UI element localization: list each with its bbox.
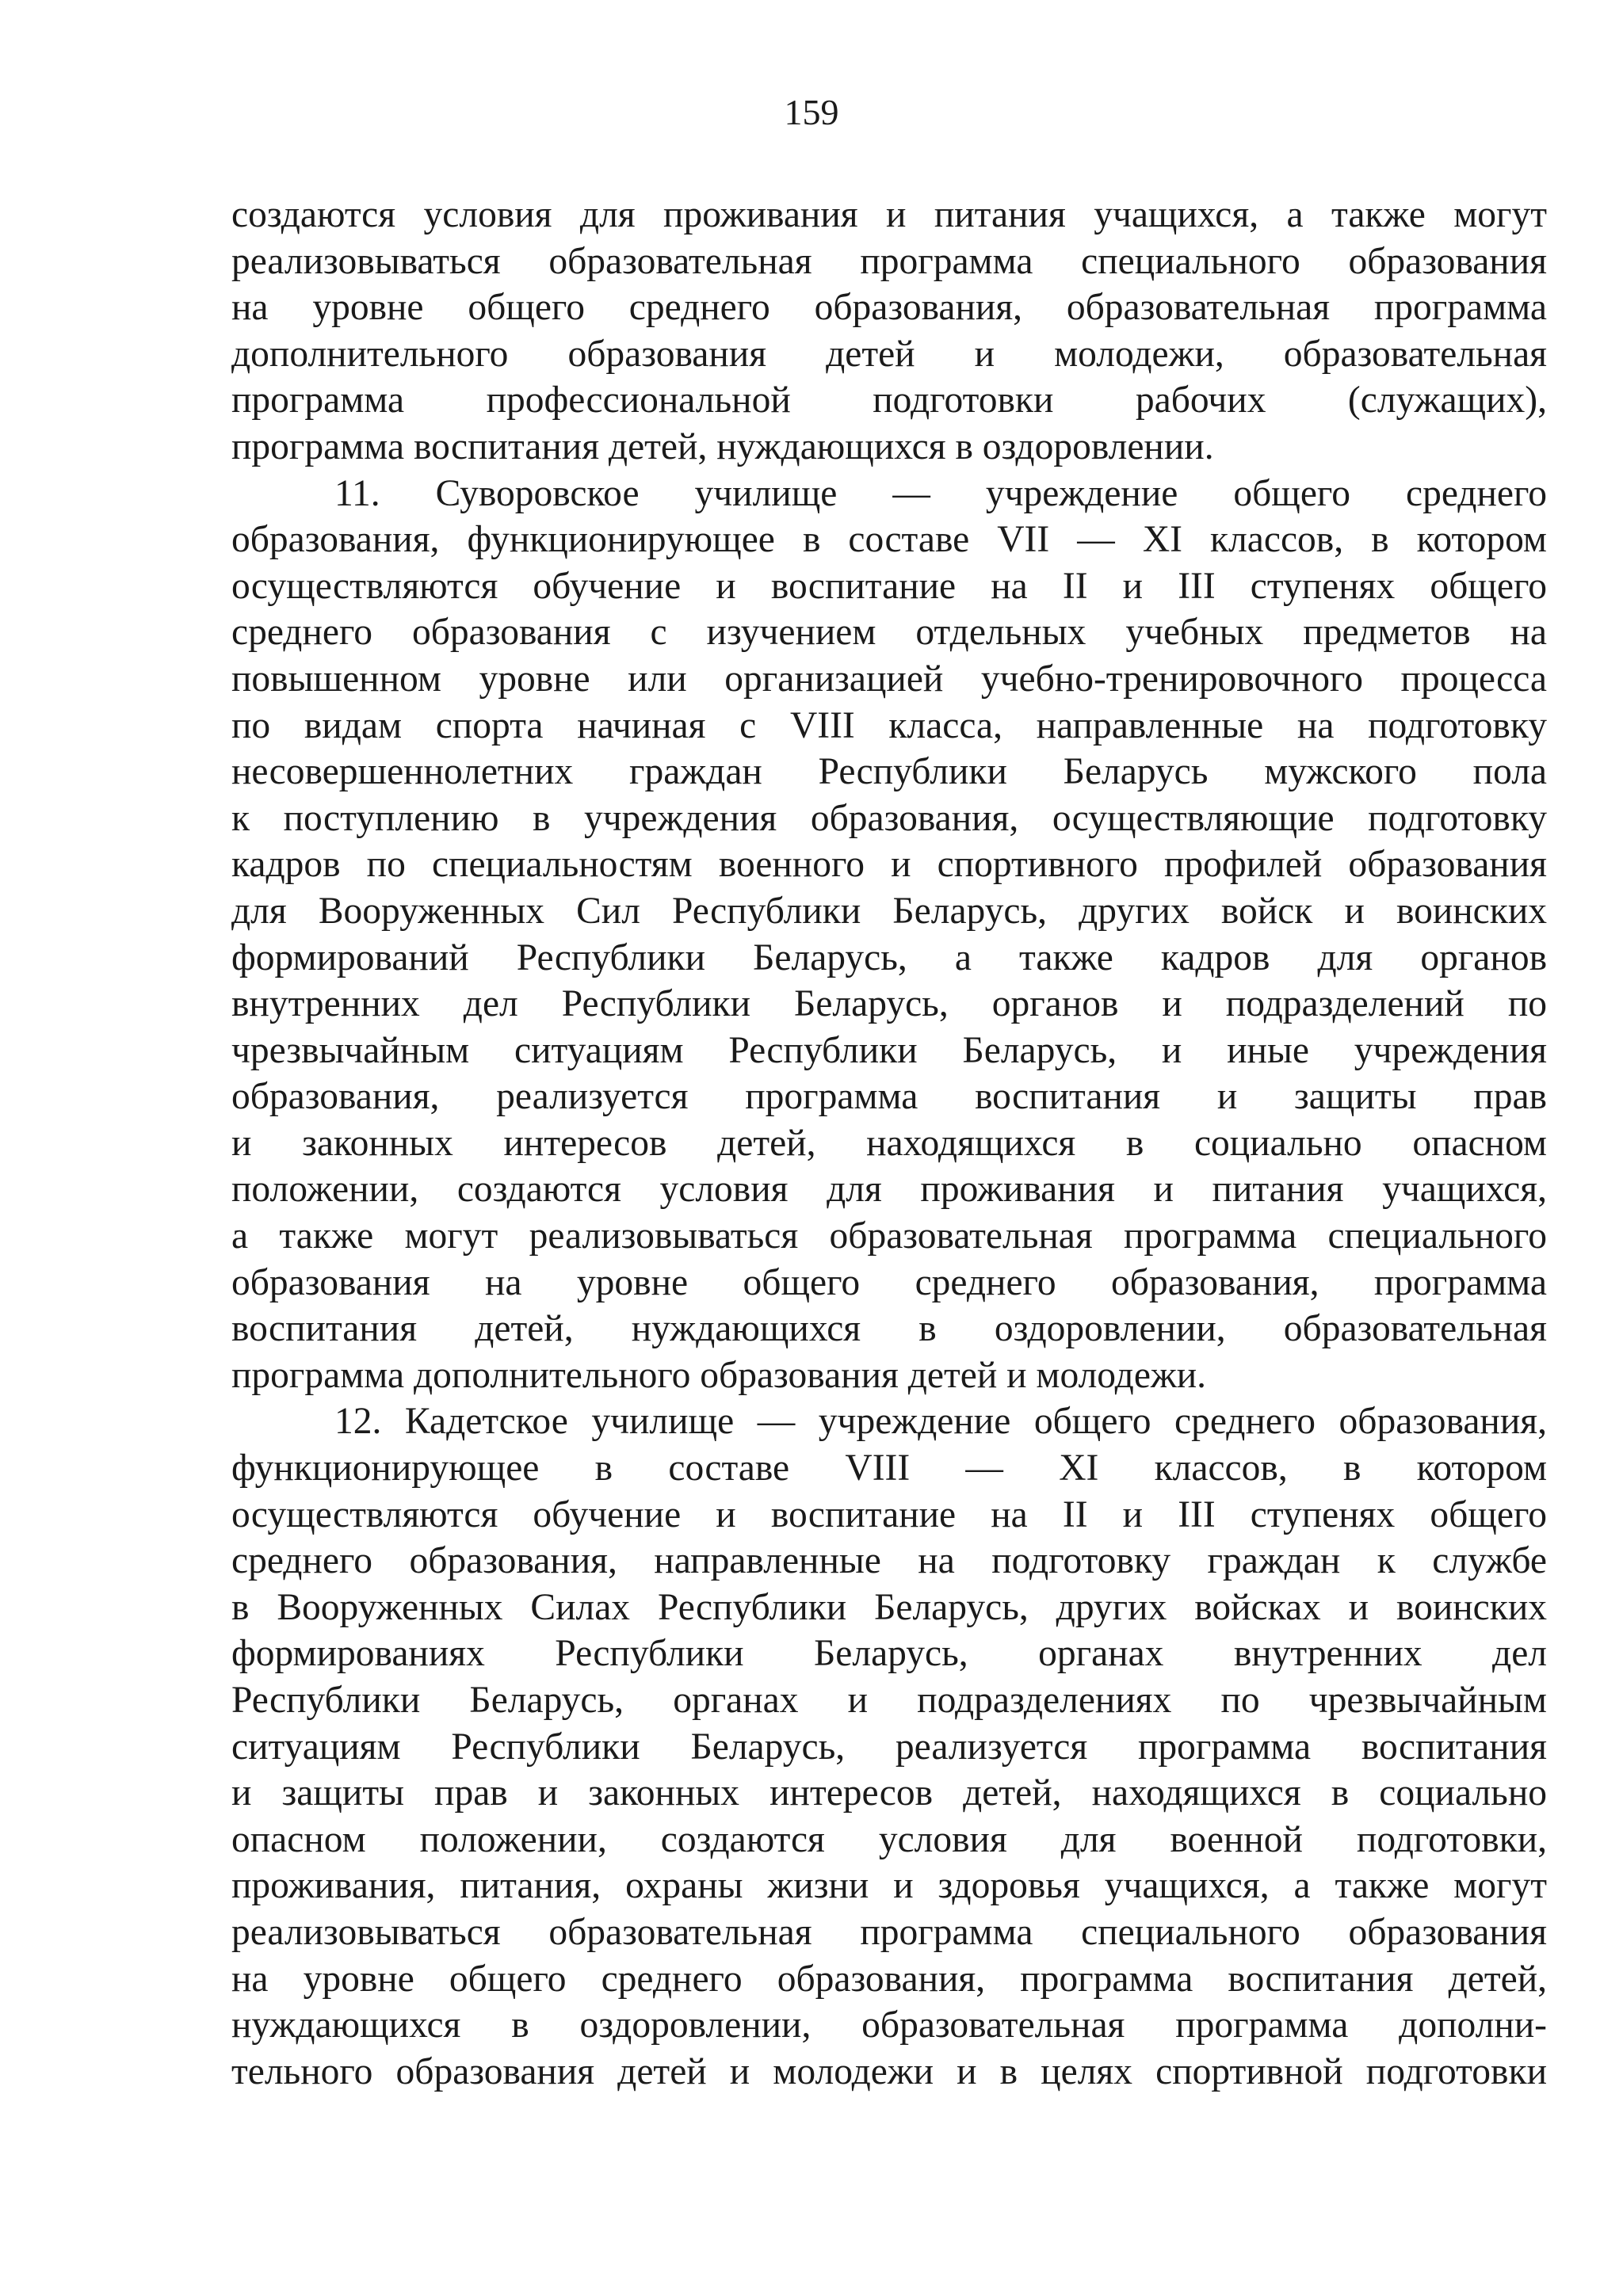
text-line: Республики Беларусь, органах и подразделениях по чрезвычайным: [231, 1680, 1547, 1721]
text-line: чрезвычайным ситуациям Республики Беларусь, и иные учреждения: [231, 1029, 1547, 1071]
text-line: дополнительного образования детей и молодежи, образовательная: [231, 333, 1547, 375]
text-line: а также могут реализовываться образовательная программа специального: [231, 1215, 1547, 1257]
text-line: и законных интересов детей, находящихся в социально опасном: [231, 1122, 1547, 1164]
text-line: формирований Республики Беларусь, а также кадров для органов: [231, 936, 1547, 978]
text-line: внутренних дел Республики Беларусь, органов и подразделений по: [231, 983, 1547, 1025]
text-line: 12. Кадетское училище — учреждение общего среднего образования,: [334, 1401, 1547, 1443]
text-line: осуществляются обучение и воспитание на II и III ступенях общего: [231, 565, 1547, 607]
text-line: повышенном уровне или организацией учебно-тренировочного процесса: [231, 658, 1547, 700]
text-line: функционирующее в составе VIII — XI классов, в котором: [231, 1447, 1547, 1489]
text-line: образования, функционирующее в составе VII — XI классов, в котором: [231, 519, 1547, 561]
text-line: кадров по специальностям военного и спортивного профилей образования: [231, 844, 1547, 886]
text-line: и защиты прав и законных интересов детей, находящихся в социально: [231, 1772, 1547, 1814]
paragraph-continuation: [231, 192, 1547, 471]
text-line: по видам спорта начиная с VIII класса, направленные на подготовку: [231, 704, 1547, 746]
text-line: образования, реализуется программа воспитания и защиты прав: [231, 1076, 1547, 1118]
text-line: реализовываться образовательная программа специального образования: [231, 240, 1547, 282]
text-line: нуждающихся в оздоровлении, образовательная программа дополни-: [231, 2004, 1547, 2046]
text-line: для Вооруженных Сил Республики Беларусь, других войск и воинских: [231, 890, 1547, 932]
text-line: тельного образования детей и молодежи и в целях спортивной подготовки: [231, 2050, 1547, 2092]
text-line: опасном положении, создаются условия для военной подготовки,: [231, 1818, 1547, 1860]
text-line: ситуациям Республики Беларусь, реализуется программа воспитания: [231, 1726, 1547, 1768]
text-line: осуществляются обучение и воспитание на II и III ступенях общего: [231, 1493, 1547, 1535]
text-line: проживания, питания, охраны жизни и здоровья учащихся, а также могут: [231, 1865, 1547, 1907]
paragraph-item-12: [231, 1398, 1547, 2095]
document-body: [231, 192, 1547, 2095]
text-line: на уровне общего среднего образования, образовательная программа: [231, 287, 1547, 329]
text-line: создаются условия для проживания и питания учащихся, а также могут: [231, 194, 1547, 235]
text-line: 11. Суворовское училище — учреждение общего среднего: [334, 472, 1547, 514]
text-line: к поступлению в учреждения образования, осуществляющие подготовку: [231, 797, 1547, 839]
text-line: положении, создаются условия для проживания и питания учащихся,: [231, 1169, 1547, 1211]
paragraph-item-11: [231, 471, 1547, 1399]
text-line: программа воспитания детей, нуждающихся в оздоровлении.: [231, 425, 1214, 467]
text-line: на уровне общего среднего образования, программа воспитания детей,: [231, 1958, 1547, 2000]
text-line: воспитания детей, нуждающихся в оздоровлении, образовательная: [231, 1308, 1547, 1350]
text-line: формированиях Республики Беларусь, органах внутренних дел: [231, 1633, 1547, 1675]
text-line: образования на уровне общего среднего образования, программа: [231, 1261, 1547, 1303]
text-line: реализовываться образовательная программа специального образования: [231, 1911, 1547, 1953]
text-line: программа дополнительного образования детей и молодежи.: [231, 1354, 1207, 1396]
text-line: среднего образования с изучением отдельных учебных предметов на: [231, 612, 1547, 654]
text-line: несовершеннолетних граждан Республики Беларусь мужского пола: [231, 751, 1547, 793]
text-line: среднего образования, направленные на подготовку граждан к службе: [231, 1540, 1547, 1582]
page-number: 159: [784, 92, 839, 132]
text-line: в Вооруженных Силах Республики Беларусь, других войсках и воинских: [231, 1586, 1547, 1628]
text-line: программа профессиональной подготовки рабочих (служащих),: [231, 379, 1547, 421]
